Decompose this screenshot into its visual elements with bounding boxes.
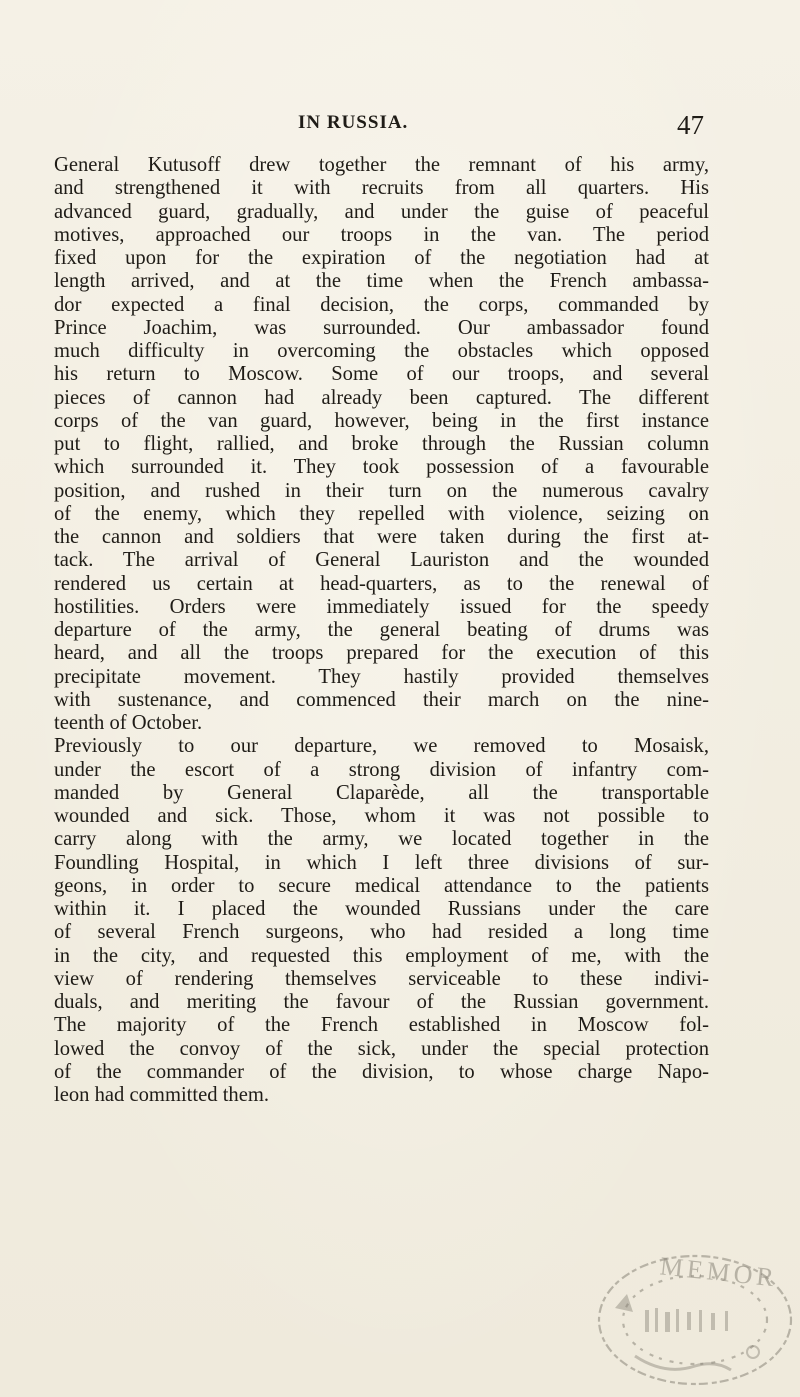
text-line: Previously to our departure, we removed to Mosaisk, [54,735,709,758]
text-line: lowed the convoy of the sick, under the special protection [54,1037,709,1060]
text-line: of several French surgeons, who had resided a long time [54,921,709,944]
text-line: geons, in order to secure medical attendance to the patients [54,874,709,897]
text-line: General Kutusoff drew together the remnant of his army, [54,154,709,176]
text-line: hostilities. Orders were immediately issued for the speedy [54,595,709,618]
paragraph-end-line: leon had committed them. [54,1084,270,1106]
text-line: fixed upon for the expiration of the negotiation had at [54,247,709,269]
paragraph-end-line: teenth of October. [54,712,203,734]
text-line: precipitate movement. They hastily provided themselves [54,665,709,688]
text-line: position, and rushed in their turn on the numerous cavalry [54,479,709,502]
text-line: Prince Joachim, was surrounded. Our ambassador found [54,316,709,339]
text-line: which surrounded it. They took possession of a favourable [54,456,709,479]
text-line: his return to Moscow. Some of our troops, and several [54,363,709,386]
running-head [0,112,800,142]
text-line: carry along with the army, we located together in the [54,828,709,851]
library-stamp [575,1228,793,1394]
text-line: view of rendering themselves serviceable to these indivi- [54,967,709,990]
text-line: rendered us certain at head-quarters, as to the renewal of [54,572,709,595]
text-line: wounded and sick. Those, whom it was not possible to [54,805,709,827]
text-line: under the escort of a strong division of infantry com- [54,758,709,781]
text-line: in the city, and requested this employment of me, with the [54,944,709,967]
text-line: put to flight, rallied, and broke through the Russian column [54,433,709,455]
text-line: pieces of cannon had already been captured. The different [54,386,709,409]
text-line: duals, and meriting the favour of the Russian government. [54,991,709,1013]
text-line: length arrived, and at the time when the French ambassa- [54,270,709,293]
text-line: much difficulty in overcoming the obstacles which opposed [54,340,709,362]
stamp-lettering: MEMOR [658,1251,780,1293]
text-line: of the commander of the division, to whose charge Napo- [54,1060,709,1083]
body-text [54,154,709,1107]
text-line: with sustenance, and commenced their march on the nine- [54,688,709,711]
text-line: advanced guard, gradually, and under the guise of peaceful [54,200,709,223]
text-line: motives, approached our troops in the van. The period [54,223,709,246]
page-number: 47 [677,110,704,140]
running-title: IN RUSSIA. [298,112,409,133]
text-line: corps of the van guard, however, being in the first instance [54,409,709,432]
text-line: manded by General Claparède, all the transportable [54,781,709,804]
text-line: departure of the army, the general beating of drums was [54,619,709,641]
text-line: The majority of the French established in Moscow fol- [54,1014,709,1037]
text-line: Foundling Hospital, in which I left three divisions of sur- [54,851,709,874]
text-line: tack. The arrival of General Lauriston and the wounded [54,549,709,572]
text-line: dor expected a final decision, the corps, commanded by [54,293,709,316]
text-line: heard, and all the troops prepared for the execution of this [54,642,709,665]
text-line: and strengthened it with recruits from all quarters. His [54,177,709,200]
text-line: the cannon and soldiers that were taken during the first at- [54,526,709,548]
text-line: of the enemy, which they repelled with violence, seizing on [54,502,709,525]
text-line: within it. I placed the wounded Russians under the care [54,898,709,920]
